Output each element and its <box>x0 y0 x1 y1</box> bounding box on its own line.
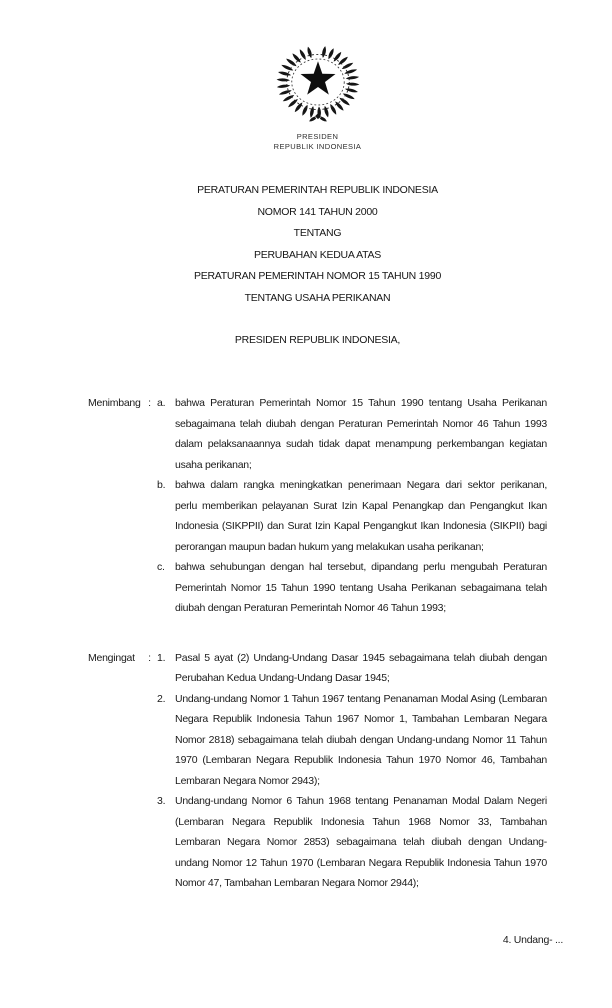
section-label: Menimbang <box>88 397 141 409</box>
document-body <box>88 0 563 950</box>
item-text: bahwa dalam rangka meningkatkan penerimaan Negara dari sektor perikanan, perlu memberikan pelayanan Surat Izin Kapal Penangkap dan Pengangkut Ikan Indonesia (SIKPPII) dan Surat Izin Kapal Pengangkut Ikan Indonesia (SIKPII) bagi perorangan maupun badan hukum yang melakukan usaha perikanan; <box>175 479 547 553</box>
presidential-seal-icon <box>272 36 364 128</box>
title-line: TENTANG USAHA PERIKANAN <box>244 291 391 304</box>
item-marker: 2. <box>157 692 166 705</box>
consideration-item <box>157 393 547 475</box>
item-text: bahwa sehubungan dengan hal tersebut, dipandang perlu mengubah Peraturan Pemerintah Nomor 15 Tahun 1990 tentang Usaha Perikanan sebagaimana telah diubah dengan Peraturan Pemerintah Nomor 46 Tahun 1993; <box>175 561 547 614</box>
item-marker: c. <box>157 561 165 573</box>
title-line: PERATURAN PEMERINTAH NOMOR 15 TAHUN 1990 <box>193 270 442 282</box>
title-line: PERATURAN PEMERINTAH REPUBLIK INDONESIA <box>197 184 438 196</box>
item-text: Undang-undang Nomor 6 Tahun 1968 tentang Penanaman Modal Dalam Negeri (Lembaran Negara Republik Indonesia Tahun 1968 Nomor 33, Tambahan Lembaran Negara Nomor 2853) sebagaimana telah diubah dengan Undang-undang Nomor 12 Tahun 1970 (Lembaran Negara Republik Indonesia Tahun 1970 Nomor 47, Tambahan Lembaran Negara Nomor 2944); <box>175 795 547 889</box>
salutation: PRESIDEN REPUBLIK INDONESIA, <box>234 334 401 346</box>
section-label: Mengingat <box>88 651 135 664</box>
title-line: TENTANG <box>293 227 342 239</box>
legal-basis-item <box>157 648 547 689</box>
item-marker: 3. <box>157 795 166 807</box>
letterhead-republik-indonesia: REPUBLIK INDONESIA <box>273 141 362 151</box>
section-items <box>157 648 547 894</box>
letterhead <box>88 132 547 151</box>
title-line: PERUBAHAN KEDUA ATAS <box>253 248 382 261</box>
page-catchword: 4. Undang- ... <box>502 933 563 946</box>
item-marker: 1. <box>157 651 166 664</box>
legal-basis-item <box>157 791 547 894</box>
document-title <box>88 180 547 309</box>
consideration-item <box>157 557 547 619</box>
title-line: NOMOR 141 TAHUN 2000 <box>257 205 378 218</box>
legal-basis-item <box>157 689 547 792</box>
item-text: Undang-undang Nomor 1 Tahun 1967 tentang Penanaman Modal Asing (Lembaran Negara Republik Indonesia Tahun 1967 Nomor 1, Tambahan Lembaran Negara Nomor 2818) sebagaimana telah diubah dengan Undang-undang Nomor 11 Tahun 1970 (Lembaran Negara Republik Indonesia Tahun 1970 Nomor 46, Tambahan Lembaran Negara Nomor 2943); <box>175 692 547 787</box>
section-items <box>157 393 547 619</box>
consideration-item <box>157 475 547 557</box>
letterhead-presiden: PRESIDEN <box>296 132 339 141</box>
item-marker: b. <box>157 479 166 491</box>
section-mengingat <box>88 648 547 894</box>
item-text: bahwa Peraturan Pemerintah Nomor 15 Tahun 1990 tentang Usaha Perikanan sebagaimana telah diubah dengan Peraturan Pemerintah Nomor 46 Tahun 1993 dalam pelaksanaannya sudah tidak dapat menampung perkembangan kegiatan usaha perikanan; <box>175 397 547 471</box>
item-text: Pasal 5 ayat (2) Undang-Undang Dasar 1945 sebagaimana telah diubah dengan Perubahan Kedua Undang-Undang Dasar 1945; <box>175 651 547 684</box>
section-menimbang <box>88 393 547 619</box>
item-marker: a. <box>157 397 166 409</box>
section-colon: : <box>148 397 151 409</box>
section-colon: : <box>148 651 151 664</box>
